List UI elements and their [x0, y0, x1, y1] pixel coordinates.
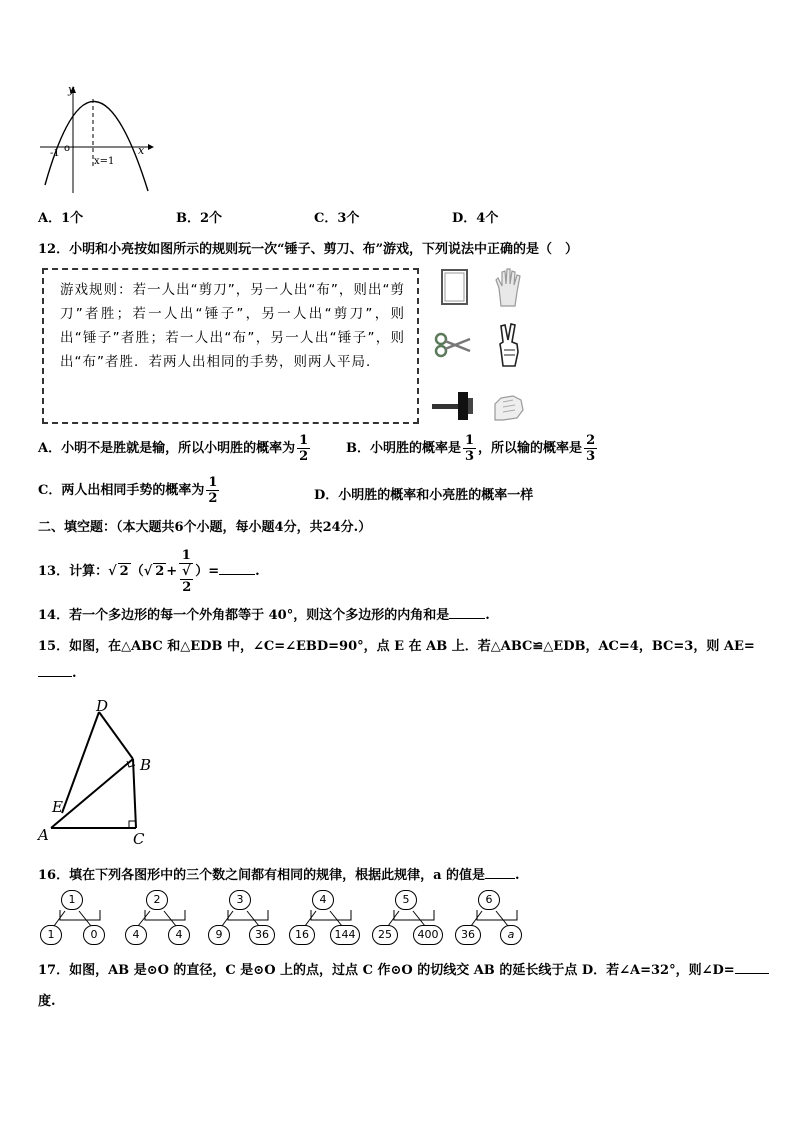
q15-answer: .	[38, 666, 77, 681]
origin-label: o	[64, 143, 71, 154]
triangle-5-right: 400	[413, 925, 443, 945]
open-hand-icon	[493, 266, 527, 308]
fraction: $\frac{2}{3}$	[586, 433, 596, 464]
triangle-4-top: 4	[312, 890, 334, 910]
q11-option-a: A．1个	[38, 211, 84, 226]
y-axis-label: y	[68, 83, 75, 96]
section-title: 二、填空题：（本大题共6个小题，每小题4分，共24分.）	[38, 520, 372, 535]
q12-option-c-text: C．两人出相同手势的概率为	[38, 483, 205, 498]
triangle-3-left: 9	[208, 925, 230, 945]
q17-line2: 度.	[38, 994, 56, 1009]
scissors-icon	[432, 330, 472, 360]
fraction: $\frac{1}{2}$	[299, 433, 309, 464]
paper-icon	[440, 268, 470, 308]
triangle-2-top: 2	[146, 890, 168, 910]
q12-option-b-text1: B．小明胜的概率是	[346, 441, 461, 456]
triangle-3-top: 3	[229, 890, 251, 910]
q11-option-c: C．3个	[314, 211, 360, 226]
label-d: D	[96, 697, 109, 715]
q12-option-c	[38, 475, 221, 506]
answer-blank[interactable]	[219, 574, 255, 575]
neg-one-label: -1	[50, 148, 60, 159]
triangle-6-right: a	[500, 925, 522, 945]
triangle-1-left: 1	[40, 925, 62, 945]
number-triangles	[38, 888, 528, 948]
triangle-5-left: 25	[372, 925, 398, 945]
triangle-3-right: 36	[249, 925, 275, 945]
label-a: A	[38, 826, 49, 844]
victory-hand-icon	[495, 322, 525, 368]
q12-option-d: D．小明胜的概率和小亮胜的概率一样	[314, 488, 534, 503]
q12-option-a-text: A．小明不是胜就是输，所以小明胜的概率为	[38, 441, 296, 456]
label-c: C	[133, 830, 145, 848]
hammer-icon	[430, 388, 476, 424]
q15: 15．如图，在△ABC 和△EDB 中，∠C=∠EBD=90°，点 E 在 AB 上．若△ABC≌△EDB，AC=4，BC=3，则 AE=	[38, 639, 755, 654]
triangle-6-top: 6	[478, 890, 500, 910]
triangle-1-right: 0	[83, 925, 105, 945]
q16: 16．填在下列各图形中的三个数之间都有相同的规律，根据此规律，a 的值是 .	[38, 868, 520, 883]
answer-blank[interactable]	[449, 618, 485, 619]
q11-option-b: B．2个	[176, 211, 223, 226]
q17-line1: 17．如图，AB 是⊙O 的直径，C 是⊙O 上的点，过点 C 作⊙O 的切线交 AB 的延长线于点 D．若∠A=32°，则∠D=	[38, 959, 769, 978]
triangle-links	[38, 888, 528, 948]
label-b: B	[140, 756, 152, 774]
fist-icon	[491, 390, 527, 424]
triangle-4-right: 144	[330, 925, 360, 945]
q12-stem: 12．小明和小亮按如图所示的规则玩一次“锤子、剪刀、布”游戏，下列说法中正确的是（ ）	[38, 242, 579, 257]
fraction: 1 √ 2	[179, 548, 193, 595]
answer-blank[interactable]	[38, 676, 72, 677]
triangle-2-right: 4	[168, 925, 190, 945]
q14: 14．若一个多边形的每一个外角都等于 40°，则这个多边形的内角和是 .	[38, 608, 490, 623]
triangle-2-left: 4	[125, 925, 147, 945]
q12-option-b	[346, 433, 599, 464]
answer-blank[interactable]	[485, 878, 515, 879]
parabola-graph	[40, 85, 155, 195]
x-axis-label: x	[138, 144, 145, 157]
triangle-6-left: 36	[455, 925, 481, 945]
label-e: E	[52, 798, 63, 816]
q11-option-d: D．4个	[452, 211, 499, 226]
triangle-1-top: 1	[61, 890, 83, 910]
fraction: $\frac{1}{2}$	[208, 475, 218, 506]
axis-of-symmetry-label: x=1	[94, 156, 115, 167]
triangle-5-top: 5	[395, 890, 417, 910]
q12-option-b-text2: ，所以输的概率是	[478, 441, 583, 456]
game-rules-text: 游戏规则：若一人出“剪刀”，另一人出“布”，则出“剪刀”者胜；若一人出“锤子”，另一人出“剪刀”，则出“锤子”者胜；若一人出“布”，另一人出“锤子”，则出“布”者胜．若两人出相同的手势，则两人平局．	[60, 282, 405, 370]
triangle-4-left: 16	[289, 925, 315, 945]
answer-blank[interactable]	[735, 973, 769, 974]
q12-option-a	[38, 433, 312, 464]
fraction: $\frac{1}{3}$	[465, 433, 475, 464]
q13: 13．计算：√ 2 （√ 2 + 1 √ 2 ）= .	[38, 548, 260, 595]
